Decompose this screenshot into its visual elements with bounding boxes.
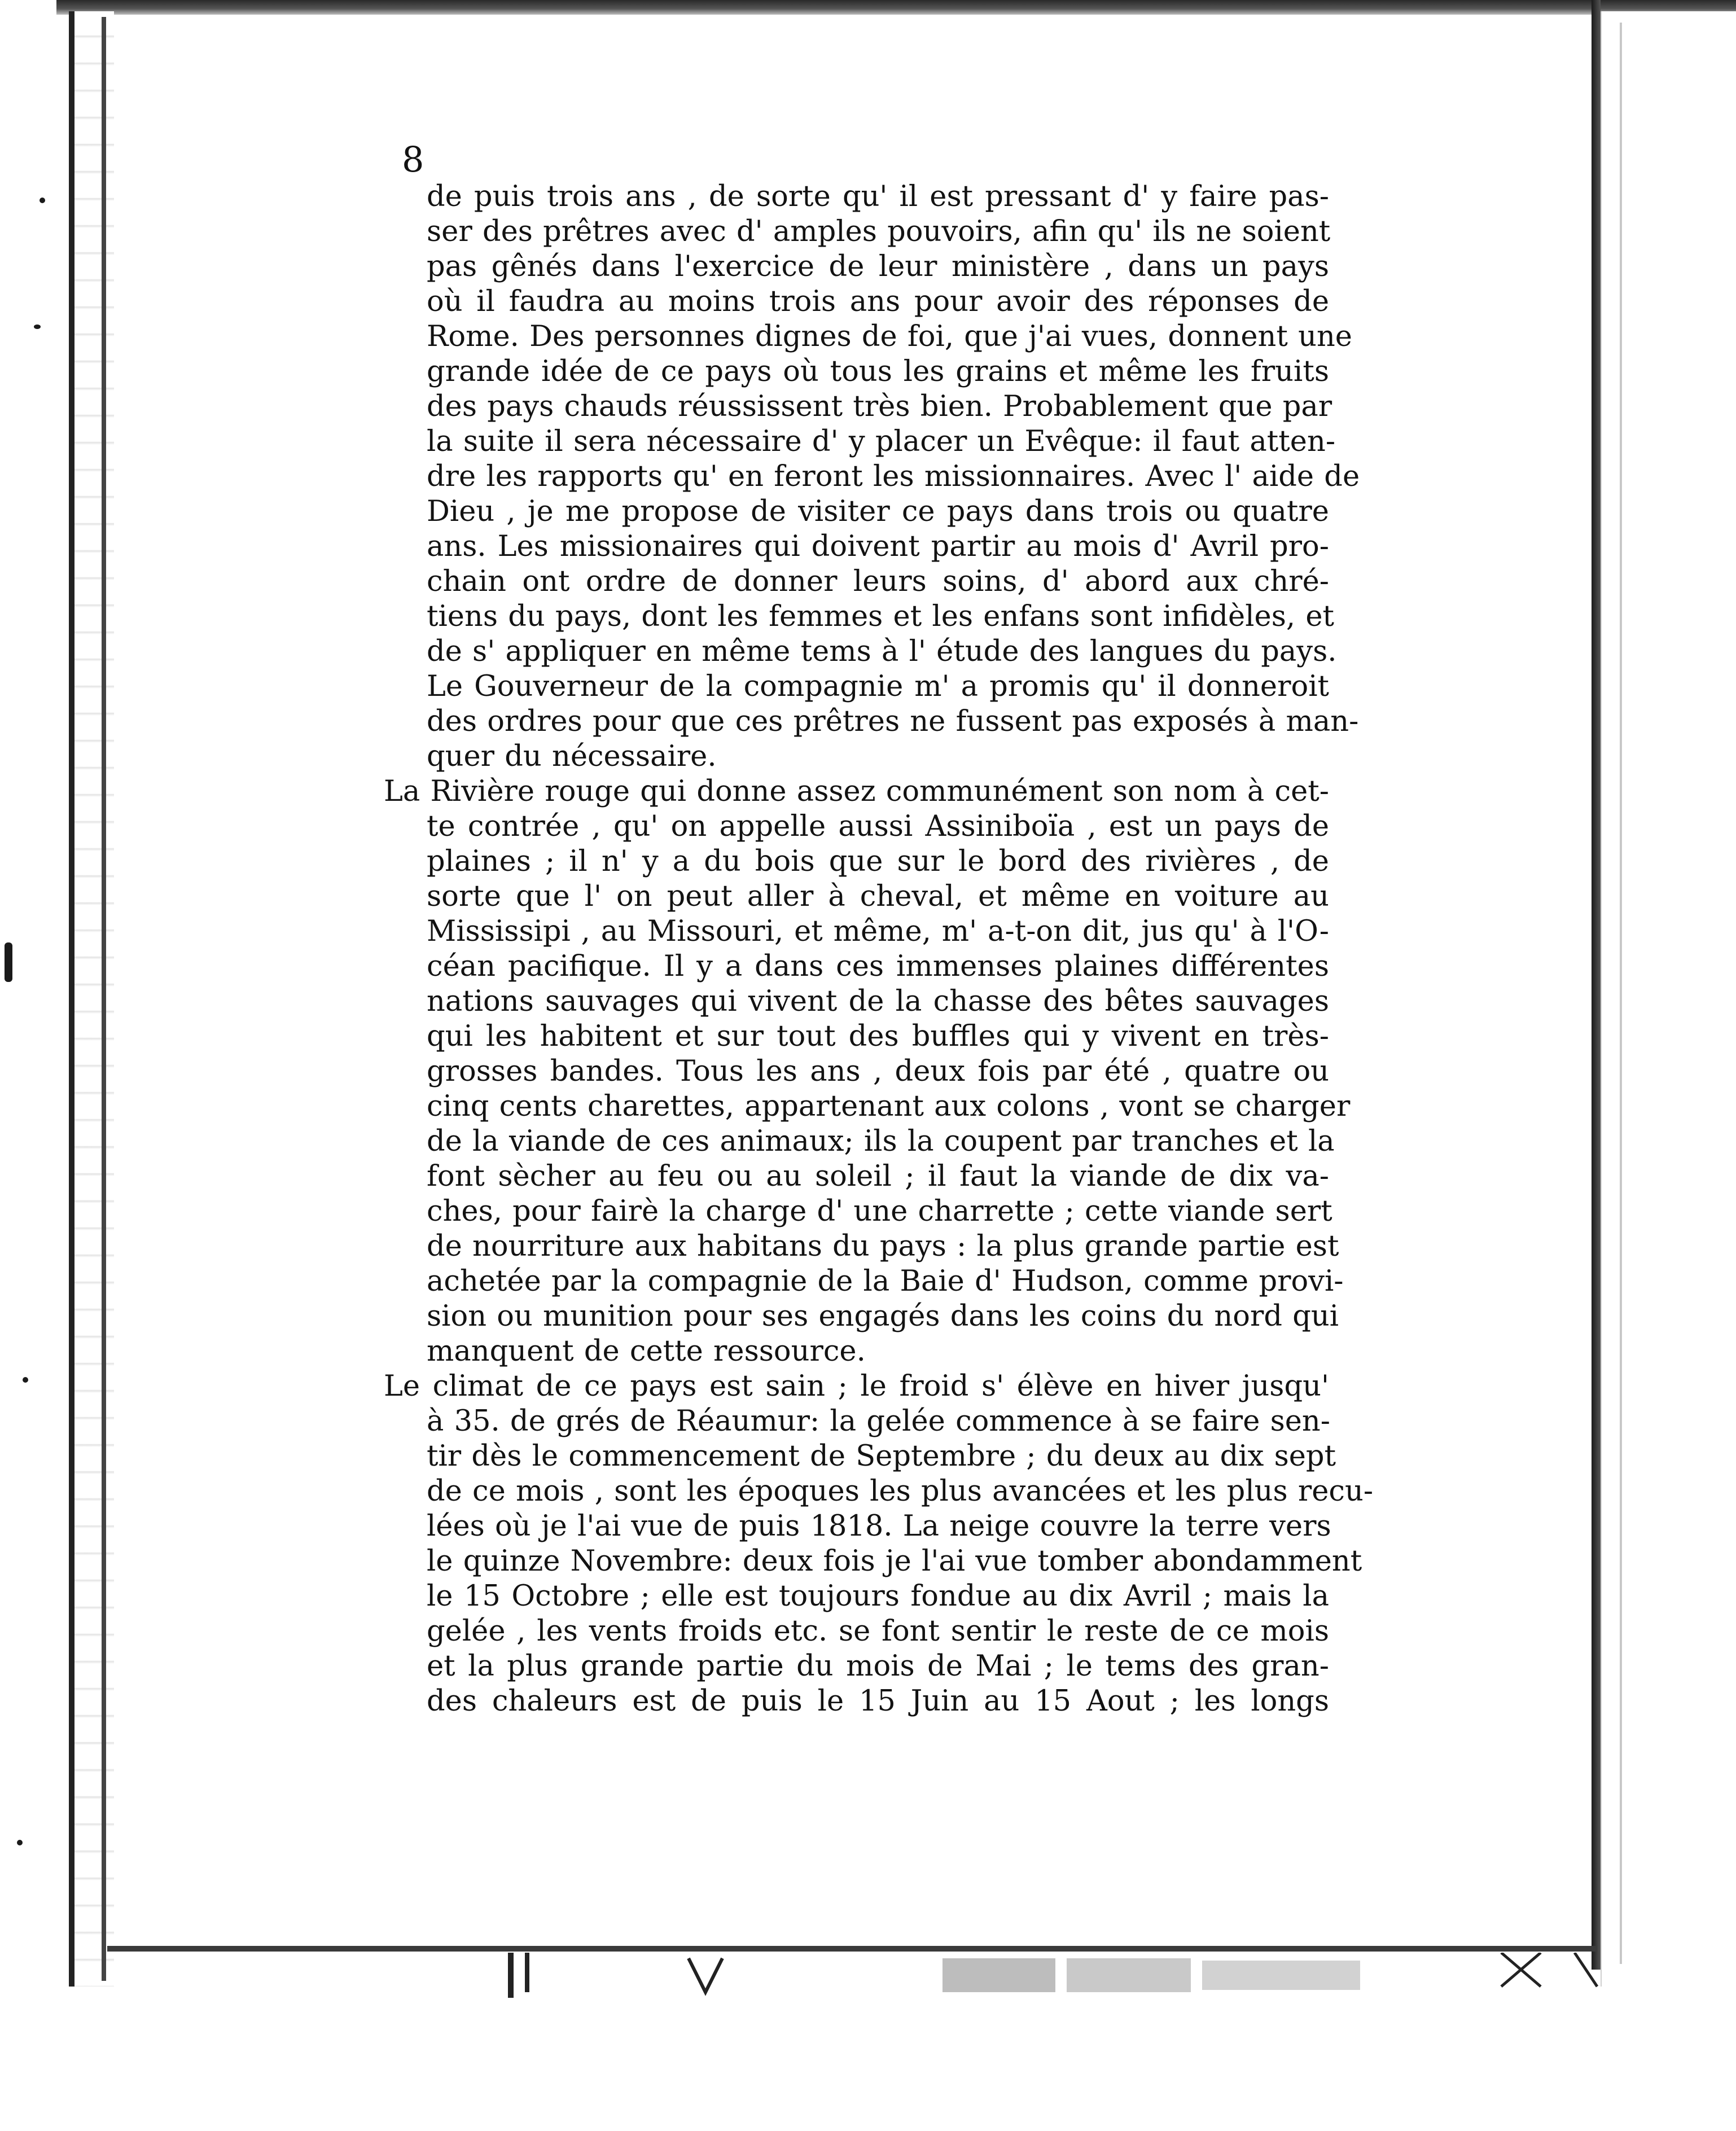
scan-frame-left	[69, 11, 114, 1987]
text-line: sorte que l' on peut aller à cheval, et même en voiture au	[427, 880, 1329, 913]
text-line: des ordres pour que ces prêtres ne fussent pas exposés à man-	[427, 705, 1359, 738]
scan-frame-left-edge	[102, 17, 106, 1981]
text-line: font sècher au feu ou au soleil ; il faut la viande de dix va-	[427, 1160, 1329, 1193]
text-line: Rome. Des personnes dignes de foi, que j'ai vues, donnent une	[427, 320, 1352, 353]
text-line: qui les habitent et sur tout des buffles qui y vivent en très-	[427, 1020, 1329, 1053]
text-line: nations sauvages qui vivent de la chasse des bêtes sauvages	[427, 985, 1329, 1018]
scan-speck	[23, 1377, 28, 1383]
text-line: ser des prêtres avec d' amples pouvoirs, afin qu' ils ne soient	[427, 215, 1331, 248]
text-line: la suite il sera nécessaire d' y placer un Evêque: il faut atten-	[427, 425, 1336, 458]
text-line: céan pacifique. Il y a dans ces immenses plaines différentes	[427, 950, 1329, 983]
text-line: des pays chauds réussissent très bien. Probablement que par	[427, 390, 1332, 423]
text-line: ans. Les missionaires qui doivent partir au mois d' Avril pro-	[427, 530, 1329, 563]
text-line: pas gênés dans l'exercice de leur ministère , dans un pays	[427, 250, 1329, 283]
text-line: à 35. de grés de Réaumur: la gelée commence à se faire sen-	[427, 1405, 1331, 1438]
scan-speck	[40, 198, 45, 203]
text-line: La Rivière rouge qui donne assez communément son nom à cet-	[384, 775, 1329, 808]
text-line: le 15 Octobre ; elle est toujours fondue au dix Avril ; mais la	[427, 1580, 1329, 1613]
text-line: achetée par la compagnie de la Baie d' Hudson, comme provi-	[427, 1265, 1344, 1298]
text-line: dre les rapports qu' en feront les missionnaires. Avec l' aide de	[427, 460, 1360, 493]
text-line: Mississipi , au Missouri, et même, m' a-t-on dit, jus qu' à l'O-	[427, 915, 1329, 948]
scan-frame-top	[56, 0, 1736, 15]
text-line: de ce mois , sont les époques les plus avancées et les plus recu-	[427, 1475, 1374, 1508]
text-line: de la viande de ces animaux; ils la coupent par tranches et la	[427, 1125, 1335, 1158]
page-number: 8	[402, 139, 424, 180]
text-line: et la plus grande partie du mois de Mai ; le tems des gran-	[427, 1650, 1329, 1683]
scan-bottom-strip	[107, 1953, 1631, 2037]
text-line: plaines ; il n' y a du bois que sur le bord des rivières , de	[427, 845, 1329, 878]
text-line: tiens du pays, dont les femmes et les enfans sont infidèles, et	[427, 600, 1335, 633]
text-line: sion ou munition pour ses engagés dans les coins du nord qui	[427, 1300, 1339, 1333]
text-line: quer du nécessaire.	[427, 740, 717, 773]
text-line: Dieu , je me propose de visiter ce pays dans trois ou quatre	[427, 495, 1329, 528]
text-line: ches, pour fairè la charge d' une charrette ; cette viande sert	[427, 1195, 1332, 1228]
body-text	[384, 179, 1374, 1719]
text-line: le quinze Novembre: deux fois je l'ai vue tomber abondamment	[427, 1545, 1362, 1578]
text-line: Le climat de ce pays est sain ; le froid s' élève en hiver jusqu'	[384, 1370, 1329, 1403]
text-line: de nourriture aux habitans du pays : la plus grande partie est	[427, 1230, 1339, 1263]
text-line: Le Gouverneur de la compagnie m' a promis qu' il donneroit	[427, 670, 1329, 703]
text-line: manquent de cette ressource.	[427, 1335, 866, 1368]
scan-speck	[34, 325, 41, 329]
text-line: te contrée , qu' on appelle aussi Assiniboïa , est un pays de	[427, 810, 1329, 843]
text-line: de s' appliquer en même tems à l' étude des langues du pays.	[427, 635, 1337, 668]
text-line: où il faudra au moins trois ans pour avoir des réponses de	[427, 285, 1329, 318]
text-line: des chaleurs est de puis le 15 Juin au 15 Aout ; les longs	[427, 1685, 1329, 1718]
scan-speck	[5, 942, 12, 982]
text-line: grande idée de ce pays où tous les grains et même les fruits	[427, 355, 1329, 388]
scan-frame-right-edge	[1592, 0, 1601, 1970]
scan-speck	[17, 1840, 23, 1845]
facing-page-rule	[1620, 23, 1622, 1964]
text-line: grosses bandes. Tous les ans , deux fois par été , quatre ou	[427, 1055, 1329, 1088]
text-line: de puis trois ans , de sorte qu' il est pressant d' y faire pas-	[427, 180, 1329, 213]
text-line: cinq cents charettes, appartenant aux colons , vont se charger	[427, 1090, 1351, 1123]
scan-frame-bottom	[107, 1946, 1597, 1952]
text-line: chain ont ordre de donner leurs soins, d' abord aux chré-	[427, 565, 1329, 598]
text-line: gelée , les vents froids etc. se font sentir le reste de ce mois	[427, 1615, 1329, 1648]
text-line: tir dès le commencement de Septembre ; du deux au dix sept	[427, 1440, 1336, 1473]
text-line: lées où je l'ai vue de puis 1818. La neige couvre la terre vers	[427, 1510, 1331, 1543]
